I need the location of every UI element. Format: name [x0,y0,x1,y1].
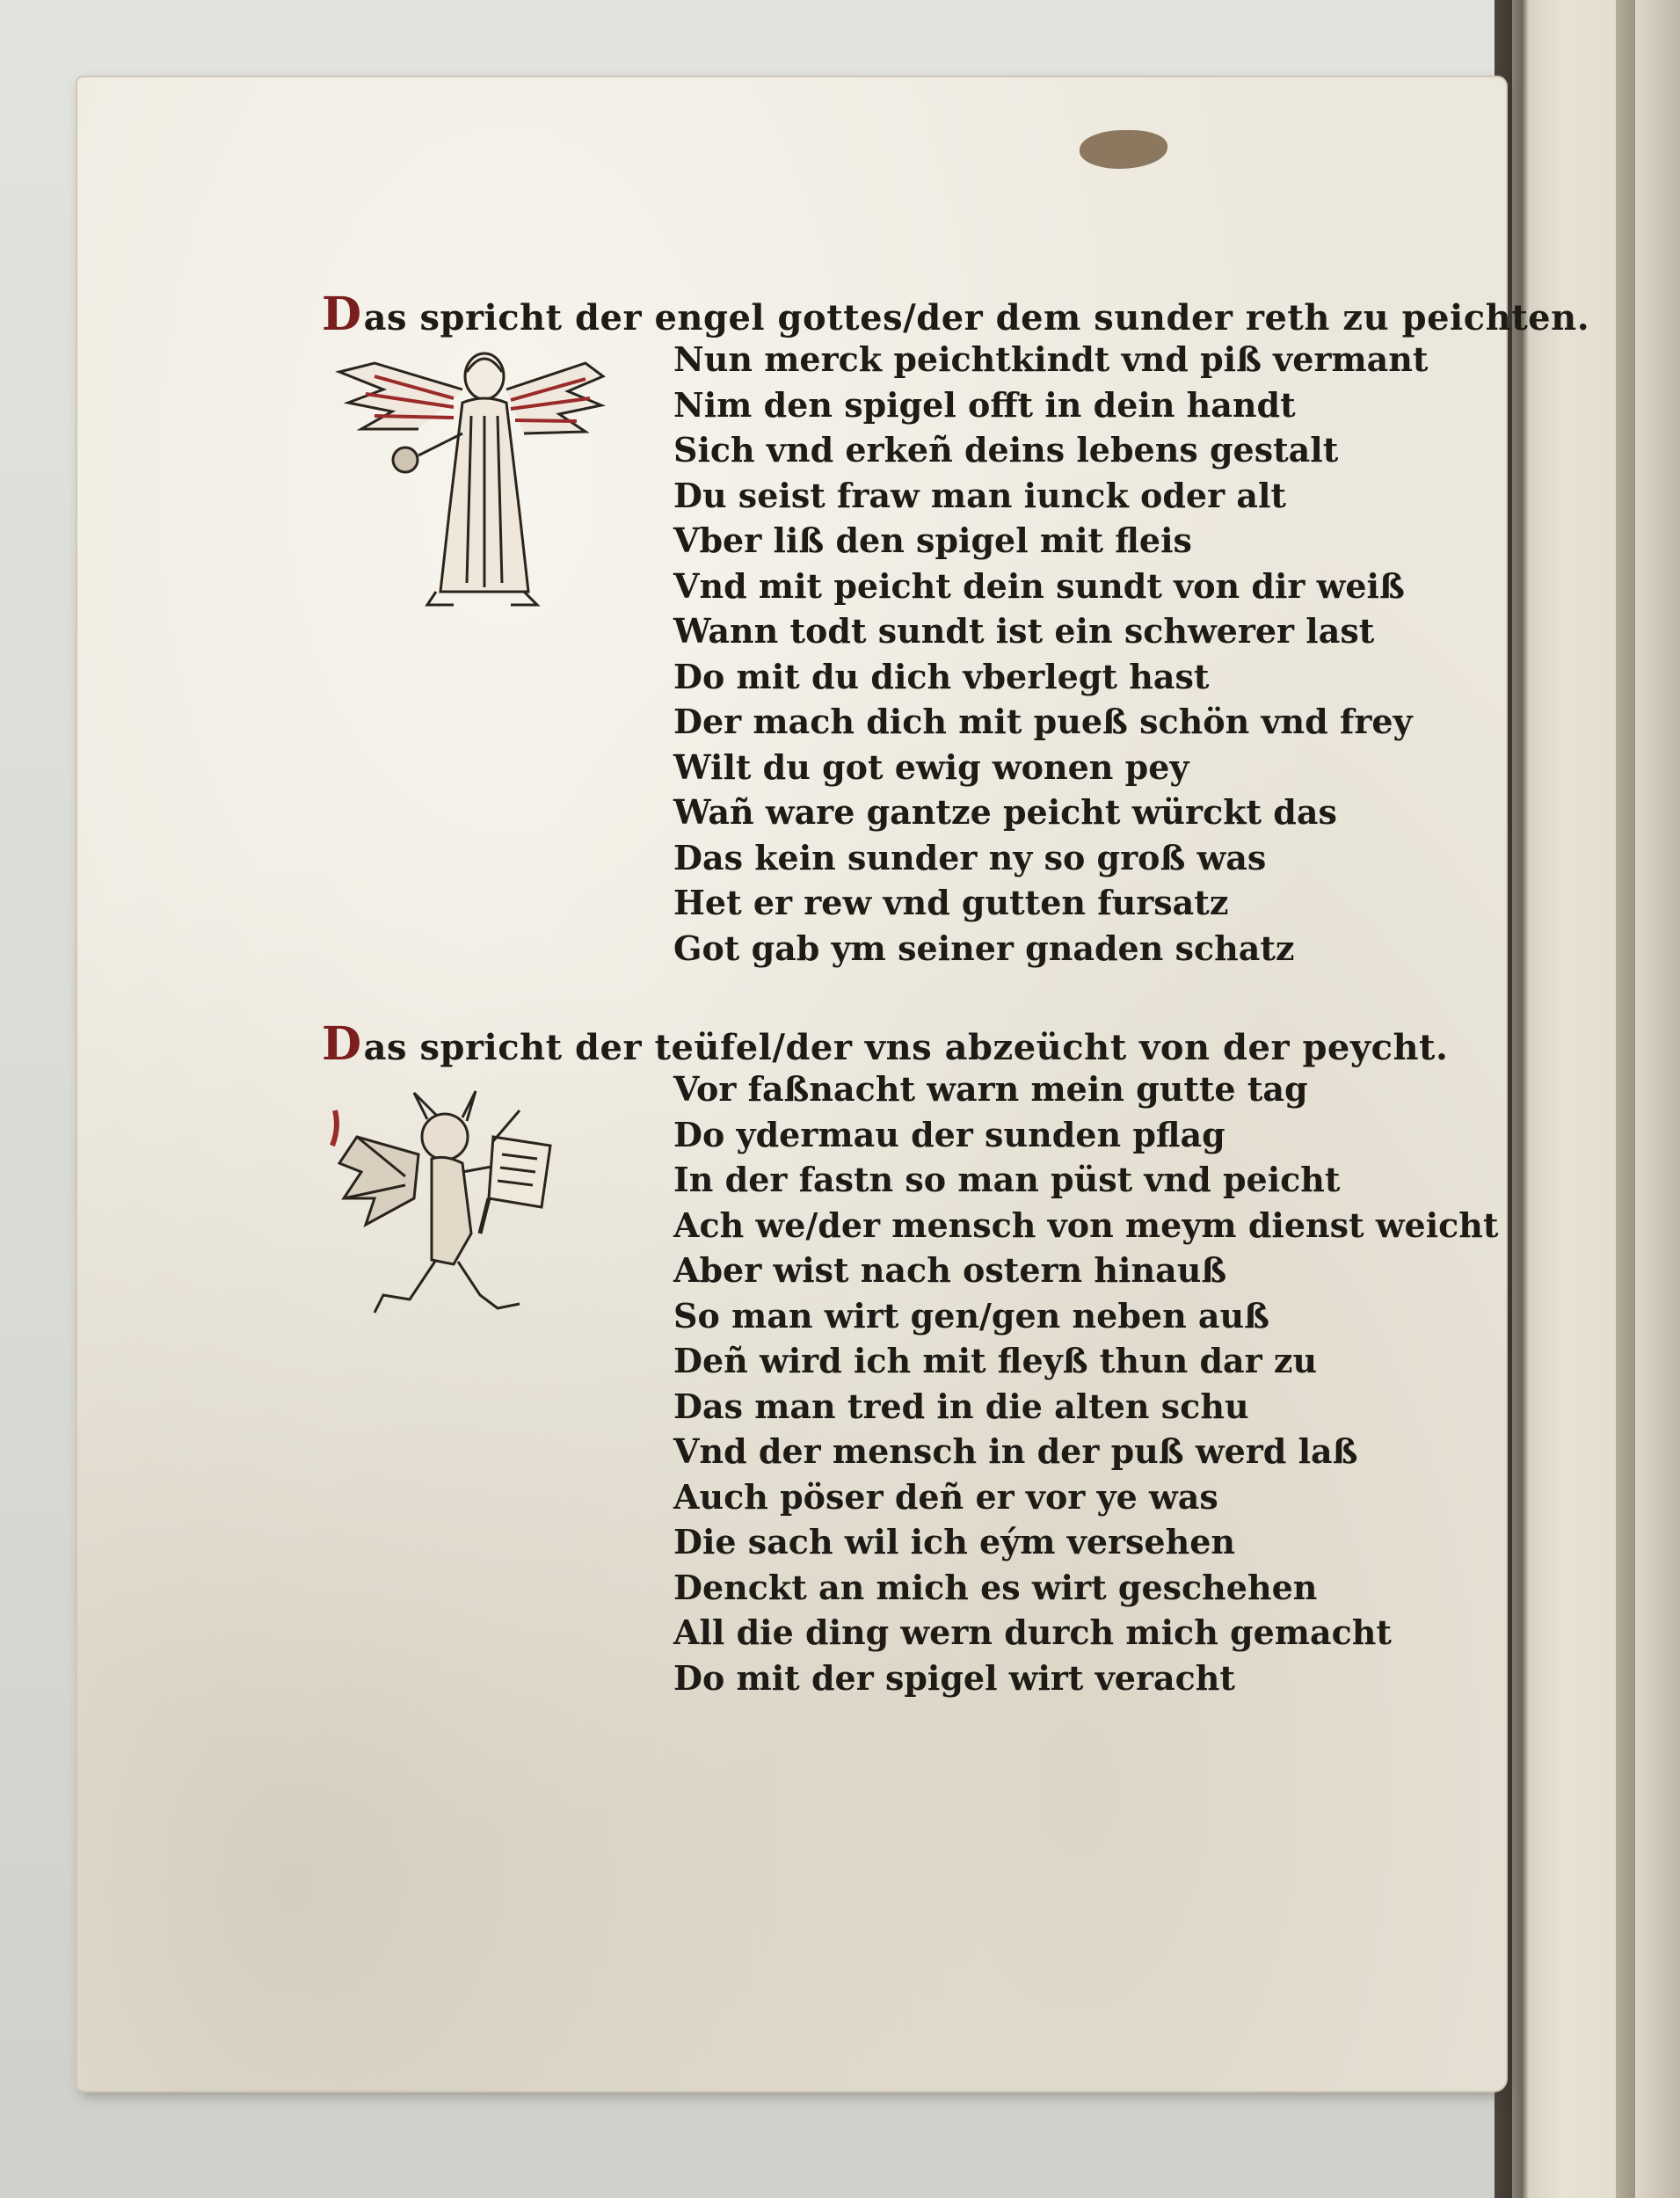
verse-line: Du seist fraw man iunck oder alt [673,475,1286,515]
verse-line: Das man tred in die alten schu [673,1386,1249,1426]
verse-line: Ach we/der mensch von meym dienst weicht [673,1205,1499,1245]
verse-line: In der fastn so man püst vnd peicht [673,1160,1341,1199]
heading-text: as spricht der teüfel/der vns abzeücht von der peycht. [363,1027,1449,1068]
section-heading-devil [322,1017,1449,1071]
verse-line: So man wirt gen/gen neben auß [673,1295,1270,1336]
verse-line: Got gab ym seiner gnaden schatz [673,928,1295,968]
verse-line: Der mach dich mit pueß schön vnd frey [673,702,1413,741]
heading-text: as spricht der engel gottes/der dem sunder reth zu peichten. [363,297,1590,338]
verse-devil [673,1066,1498,1700]
section-heading-angel [322,287,1590,341]
verse-line: Wann todt sundt ist ein schwerer last [673,611,1375,651]
rubric-initial: D [322,287,362,341]
ink-stain [1080,130,1167,169]
book-spine-strip [1616,0,1635,2198]
verse-angel [673,337,1428,971]
verse-line: Nim den spigel offt in dein handt [673,384,1296,425]
verse-line: Do mit der spigel wirt veracht [673,1657,1235,1698]
devil-woodcut-icon [322,1075,585,1339]
verse-line: Auch pöser deñ er vor ye was [673,1476,1218,1517]
angel-woodcut-icon [322,337,612,618]
verse-line: Het er rew vnd gutten fursatz [673,883,1229,922]
book-page [77,77,1590,2091]
verse-line: Vber liß den spigel mit fleis [673,520,1192,560]
verse-line: Vnd mit peicht dein sundt von dir weiß [673,565,1405,606]
verse-line: Do mit du dich vberlegt hast [673,656,1210,696]
verse-line: Vor faßnacht warn mein gutte tag [673,1069,1308,1109]
verse-line: Aber wist nach ostern hinauß [673,1250,1227,1290]
verse-line: Das kein sunder ny so groß was [673,837,1267,877]
rubric-initial: D [322,1017,362,1071]
verse-line: Wilt du got ewig wonen pey [673,746,1189,787]
verse-line: All die ding wern durch mich gemacht [673,1612,1392,1652]
verse-line: Deñ wird ich mit fleyß thun dar zu [673,1341,1318,1380]
verse-line: Wañ ware gantze peicht würckt das [673,792,1337,832]
verse-line: Nun merck peichtkindt vnd piß vermant [673,339,1429,379]
verse-line: Do ydermau der sunden pflag [673,1114,1225,1154]
verse-line: Denckt an mich es wirt geschehen [673,1567,1318,1607]
verse-line: Vnd der mensch in der puß werd laß [673,1431,1358,1471]
verse-line: Sich vnd erkeñ deins lebens gestalt [673,430,1339,469]
verse-line: Die sach wil ich eým versehen [673,1522,1236,1561]
